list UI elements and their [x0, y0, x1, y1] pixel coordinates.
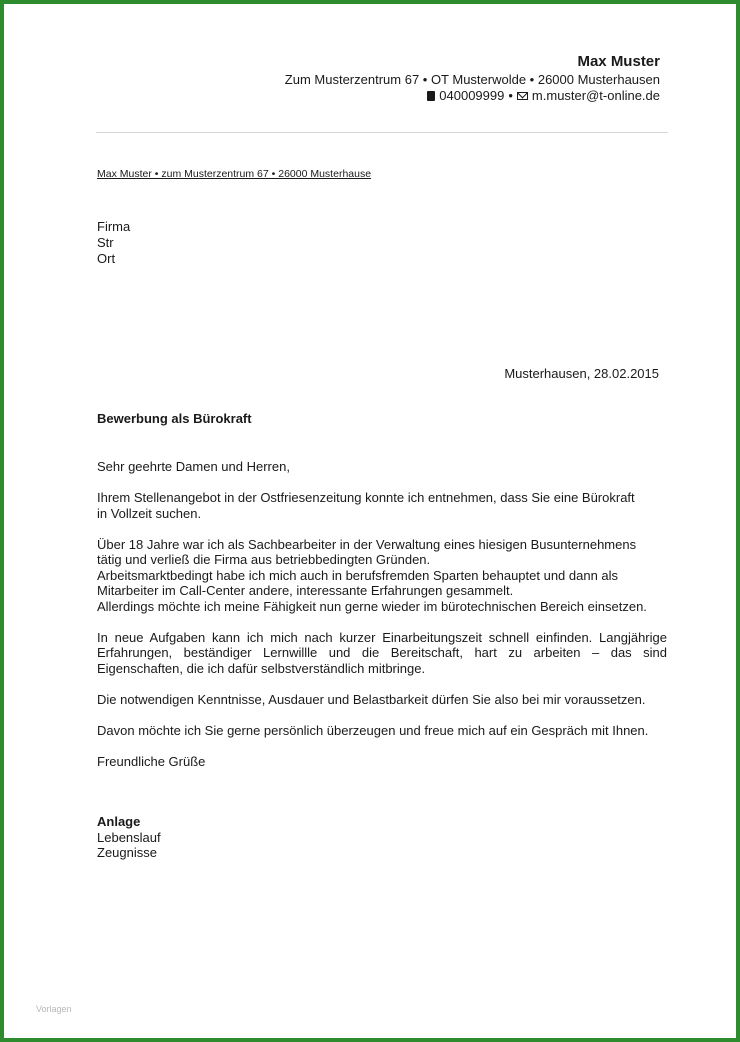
enclosure-item-1: Lebenslauf — [97, 829, 161, 845]
contact-separator: • — [508, 88, 513, 103]
paragraph-3: In neue Aufgaben kann ich mich nach kurzer Einarbeitungszeit schnell einfinden. Langjährige Erfahrungen, beständiger Lernwillle und die Bereitschaft, hart zu arbeiten – das sind Eigenschaften, die ich dafür selbstverständlich mitbringe. — [97, 629, 667, 676]
sender-phone: 040009999 — [439, 88, 505, 103]
paragraph-2-line-3: Arbeitsmarktbedingt habe ich mich auch in berufsfremden Sparten behauptet und dann als — [97, 567, 619, 583]
sender-block — [285, 52, 660, 105]
paragraph-4: Die notwendigen Kenntnisse, Ausdauer und Belastbarkeit dürfen Sie also bei mir voraussetzen. — [97, 691, 646, 707]
paragraph-2-line-5: Allerdings möchte ich meine Fähigkeit nun gerne wieder im bürotechnischen Bereich einsetzen. — [97, 598, 647, 614]
return-address: Max Muster • zum Musterzentrum 67 • 26000 Musterhause — [97, 168, 372, 180]
sender-name: Max Muster — [577, 53, 660, 70]
letter-body — [97, 459, 667, 785]
letter-date: Musterhausen, 28.02.2015 — [504, 366, 659, 381]
header-divider — [96, 132, 668, 133]
paragraph-2-line-1: Über 18 Jahre war ich als Sachbearbeiter in der Verwaltung eines hiesigen Busunternehmens — [97, 536, 637, 552]
sender-contact — [427, 88, 660, 104]
paragraph-1-line-1: Ihrem Stellenangebot in der Ostfriesenzeitung konnte ich entnehmen, dass Sie eine Bürokraft — [97, 490, 635, 505]
closing: Freundliche Grüße — [97, 753, 206, 769]
enclosure-title: Anlage — [97, 814, 141, 829]
phone-icon — [427, 91, 435, 101]
enclosure-item-2: Zeugnisse — [97, 845, 157, 860]
recipient-address — [97, 219, 130, 267]
salutation: Sehr geehrte Damen und Herren, — [97, 459, 290, 474]
recipient-company: Firma — [97, 219, 131, 234]
paragraph-2-line-2: tätig und verließ die Firma aus betriebbedingten Gründen. — [97, 552, 431, 567]
watermark: Vorlagen — [36, 1004, 72, 1014]
recipient-city: Ort — [97, 251, 116, 266]
envelope-icon — [517, 92, 528, 100]
letter-subject: Bewerbung als Bürokraft — [97, 411, 252, 426]
recipient-street: Str — [97, 235, 114, 250]
sender-address: Zum Musterzentrum 67 • OT Musterwolde • 26000 Musterhausen — [284, 72, 660, 87]
enclosure-block — [97, 814, 161, 861]
paragraph-2-line-4: Mitarbeiter im Call-Center andere, interessante Erfahrungen gesammelt. — [97, 583, 514, 598]
paragraph-5: Davon möchte ich Sie gerne persönlich überzeugen und freue mich auf ein Gespräch mit Ihnen. — [97, 722, 649, 738]
paragraph-2 — [97, 537, 667, 615]
sender-email[interactable]: m.muster@t-online.de — [531, 88, 660, 103]
paragraph-1-line-2: in Vollzeit suchen. — [97, 505, 202, 521]
paragraph-1 — [97, 490, 667, 521]
